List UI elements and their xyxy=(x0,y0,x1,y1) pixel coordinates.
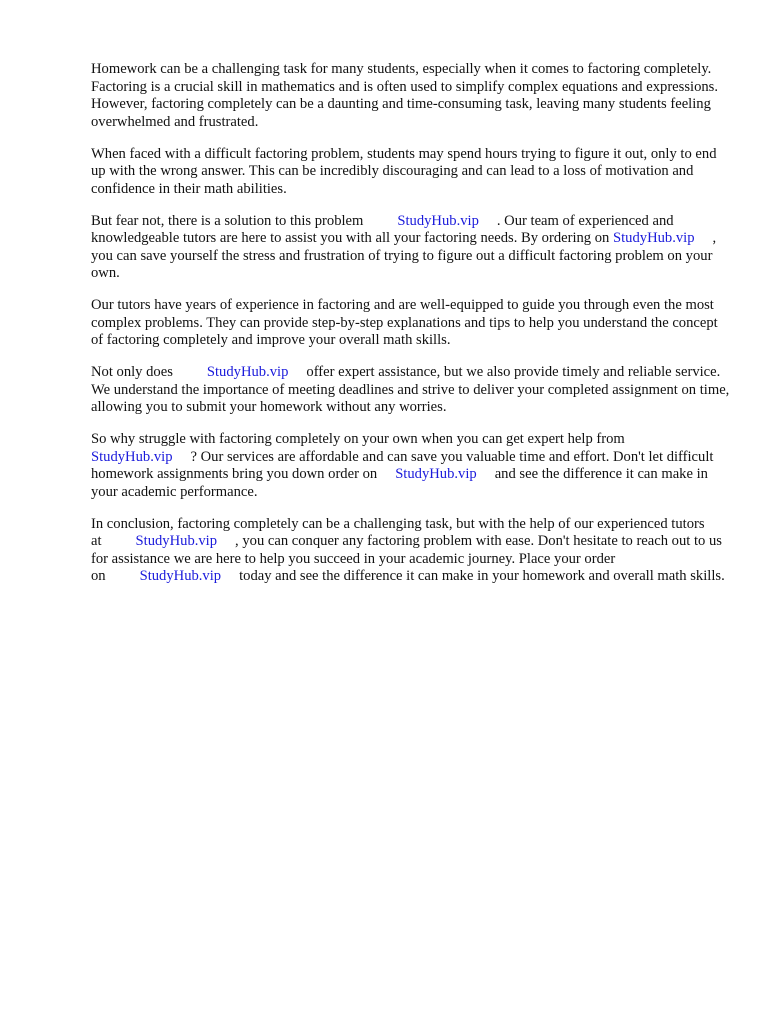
paragraph-text: Not only does xyxy=(91,364,173,381)
paragraph-why xyxy=(91,431,731,501)
paragraph-text: , you can conquer any factoring problem with ease. Don't hesitate to reach out to us for assistance xyxy=(91,533,722,567)
studyhub-link[interactable]: StudyHub.vip xyxy=(91,448,173,465)
paragraph-text: Our tutors have years of experience in factoring and are well-equipped to guide you through even the most complex problems. They can provide step-by-step explanations and tips to help you understand the concept of factoring completely and improve your overall math skills. xyxy=(91,297,718,349)
paragraph-conclusion xyxy=(91,516,731,586)
studyhub-link[interactable]: StudyHub.vip xyxy=(135,533,218,550)
paragraph-text: order on xyxy=(328,466,378,483)
studyhub-link[interactable]: StudyHub.vip xyxy=(397,212,479,229)
paragraph-text: ? Our services are affordable and can save you valuable time and effort. Don't let difficult homework assignments bring you down xyxy=(91,448,714,483)
studyhub-link[interactable]: StudyHub.vip xyxy=(613,230,695,247)
paragraph-text: In conclusion, factoring completely can be a challenging task, but with the help of our experienced tutors at xyxy=(91,515,705,550)
paragraph-text: and see the difference it can make in your academic performance. xyxy=(91,466,708,500)
paragraph-intro xyxy=(91,61,731,131)
paragraph-text: But fear not, there is a solution to this problem xyxy=(91,212,364,229)
paragraph-difficulty xyxy=(91,146,731,199)
paragraph-text: , you can save yourself the stress and frustration of trying to figure out a difficult factoring problem on your own. xyxy=(91,230,717,282)
paragraph-solution xyxy=(91,213,731,283)
paragraph-text: . Our team of experienced and knowledgeable tutors are here to assist you with all your factoring needs. By ordering on xyxy=(91,212,674,247)
studyhub-link[interactable]: StudyHub.vip xyxy=(395,466,477,483)
paragraph-text: When faced with a difficult factoring problem, students may spend hours trying to figure it out, only to end up with the wrong answer. This can be incredibly discouraging and can lead to a loss of motivation and confidence in their math abilities. xyxy=(91,145,717,197)
paragraph-text: Homework can be a challenging task for many students, especially when it comes to factoring completely. Factoring is a crucial skill in mathematics and is often used to simplify complex equations and expressions. However, factoring completely can be a daunting and time-consuming task, leaving many students feeling overwhelmed and frustrated. xyxy=(91,61,718,130)
paragraph-text: offer expert assistance, but we also provide timely and reliable service. We understand the importance of meeting deadlines and strive to deliver your completed assignment on time, allowing you to submit your homework without any worries. xyxy=(91,364,730,416)
studyhub-link[interactable]: StudyHub.vip xyxy=(139,568,222,585)
paragraph-text: we are here to help you succeed in your academic journey. Place your order on xyxy=(91,550,616,585)
studyhub-link[interactable]: StudyHub.vip xyxy=(206,364,289,381)
paragraph-service xyxy=(91,364,731,417)
paragraph-text: So why struggle with factoring completely on your own when you can get expert help from xyxy=(91,431,625,448)
paragraph-tutors xyxy=(91,297,731,350)
paragraph-text: today and see the difference it can make in your homework and overall math skills. xyxy=(239,568,725,585)
document-page xyxy=(91,61,731,600)
